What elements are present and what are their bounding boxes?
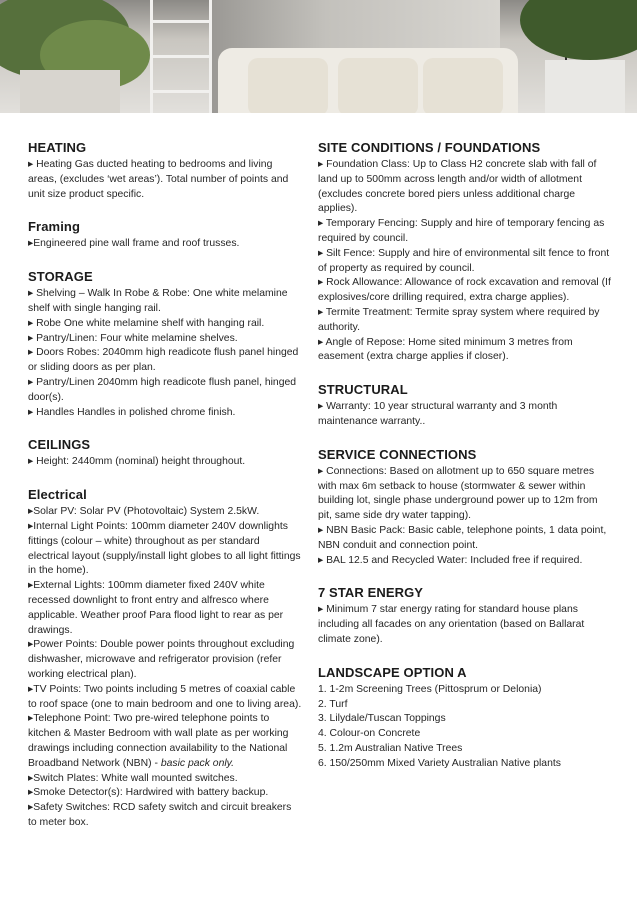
heating-item: ▸ Heating Gas ducted heating to bedrooms and living areas, (excludes ‘wet areas’). Total number of points and unit size product specific. bbox=[28, 159, 289, 200]
hero-shelf bbox=[150, 0, 212, 113]
telephone-italic: basic pack only. bbox=[160, 757, 234, 769]
storage-section bbox=[28, 269, 302, 420]
landscape-item: 3. Lilydale/Tuscan Toppings bbox=[318, 713, 446, 725]
hero-pot-right bbox=[545, 60, 625, 113]
heating-title: HEATING bbox=[28, 140, 87, 155]
site-item: ▸ Termite Treatment: Termite spray system where required by authority. bbox=[318, 306, 600, 333]
telephone-text: ▸Telephone Point: Two pre-wired telephone points to kitchen & Master Bedroom with wall plate as per working drawings including connection availability to the National Broadband Network (NBN) - bbox=[28, 713, 289, 769]
storage-item: ▸ Robe One white melamine shelf with hanging rail. bbox=[28, 317, 265, 329]
framing-title: Framing bbox=[28, 219, 80, 235]
site-conditions-title: SITE CONDITIONS / FOUNDATIONS bbox=[318, 140, 541, 155]
structural-section bbox=[318, 382, 614, 430]
structural-title: STRUCTURAL bbox=[318, 382, 408, 398]
ceilings-title: CEILINGS bbox=[28, 437, 91, 453]
storage-item: ▸ Doors Robes: 2040mm high readicote flush panel hinged or sliding doors as per plan. bbox=[28, 347, 299, 374]
electrical-item: ▸External Lights: 100mm diameter fixed 240V white recessed downlight to front entry and alfresco where applicable. Weather proof Para flood light to rear as per drawings. bbox=[28, 580, 284, 636]
left-column bbox=[28, 140, 302, 848]
landscape-item: 6. 150/250mm Mixed Variety Australian Native plants bbox=[318, 757, 561, 769]
framing-section bbox=[28, 219, 302, 252]
storage-item: ▸ Pantry/Linen: Four white melamine shelves. bbox=[28, 332, 238, 344]
landscape-item: 4. Colour-on Concrete bbox=[318, 728, 421, 740]
landscape-item: 1. 1-2m Screening Trees (Pittosprum or Delonia) bbox=[318, 683, 542, 695]
service-connections-title: SERVICE CONNECTIONS bbox=[318, 446, 477, 462]
site-item: ▸ Silt Fence: Supply and hire of environmental silt fence to front of property as required by council. bbox=[318, 247, 610, 274]
electrical-item: ▸Internal Light Points: 100mm diameter 240V downlights fittings (colour – white) throughout as per standard electrical layout (supply/install light globes to all light fittings in the home). bbox=[28, 520, 301, 577]
electrical-item: ▸Smoke Detector(s): Hardwired with battery backup. bbox=[28, 787, 269, 799]
site-item: ▸ Foundation Class: Up to Class H2 concrete slab with fall of land up to 500mm across length and/or width of allotment (excludes concrete bored piers unless additional charge applies). bbox=[318, 159, 597, 215]
hero-pot-left bbox=[20, 70, 120, 113]
site-item: ▸ Angle of Repose: Home sited minimum 3 metres from easement (extra charge applies if closer). bbox=[318, 336, 573, 363]
energy-item: ▸ Minimum 7 star energy rating for standard house plans including all facades on any orientation (based on Ballarat climate zone). bbox=[318, 604, 585, 645]
landscape-item: 5. 1.2m Australian Native Trees bbox=[318, 742, 463, 754]
energy-section bbox=[318, 585, 614, 647]
electrical-item: ▸Switch Plates: White wall mounted switches. bbox=[28, 772, 238, 784]
framing-item: ▸Engineered pine wall frame and roof trusses. bbox=[28, 238, 240, 250]
service-item: ▸ BAL 12.5 and Recycled Water: Included free if required. bbox=[318, 554, 583, 566]
storage-item: ▸ Pantry/Linen 2040mm high readicote flush panel, hinged door(s). bbox=[28, 376, 297, 403]
site-item: ▸ Temporary Fencing: Supply and hire of temporary fencing as required by council. bbox=[318, 218, 605, 244]
electrical-item-telephone bbox=[28, 712, 302, 771]
storage-item: ▸ Shelving – Walk In Robe & Robe: One white melamine shelf with single hanging rail. bbox=[28, 288, 288, 314]
service-connections-section bbox=[318, 447, 614, 569]
hero-photo bbox=[0, 0, 637, 113]
storage-title: STORAGE bbox=[28, 269, 93, 285]
electrical-title: Electrical bbox=[28, 487, 87, 503]
electrical-section bbox=[28, 487, 302, 831]
structural-item: ▸ Warranty: 10 year structural warranty and 3 month maintenance warranty.. bbox=[318, 401, 558, 427]
hero-sofa bbox=[218, 48, 518, 113]
service-item: ▸ Connections: Based on allotment up to 650 square metres with max 6m setback to house (stormwater & sewer within building lot, single phase underground power up to 12m from pit, same side dry water tapping). bbox=[318, 465, 598, 522]
site-item: ▸ Rock Allowance: Allowance of rock excavation and removal (If explosives/core drilling required, extra charge applies). bbox=[318, 277, 611, 304]
ceilings-item: ▸ Height: 2440mm (nominal) height throughout. bbox=[28, 456, 246, 468]
electrical-item: ▸Solar PV: Solar PV (Photovoltaic) System 2.5kW. bbox=[28, 506, 260, 518]
ceilings-section bbox=[28, 437, 302, 470]
heating-section bbox=[28, 140, 302, 202]
electrical-item: ▸TV Points: Two points including 5 metres of coaxial cable to roof space (one to main bedroom and one to living area). bbox=[28, 683, 302, 710]
service-item: ▸ NBN Basic Pack: Basic cable, telephone points, 1 data point, NBN conduit and connection point. bbox=[318, 524, 607, 551]
site-conditions-section bbox=[318, 140, 614, 365]
energy-title: 7 STAR ENERGY bbox=[318, 585, 424, 601]
landscape-title: LANDSCAPE OPTION A bbox=[318, 664, 467, 680]
storage-item: ▸ Handles Handles in polished chrome finish. bbox=[28, 406, 236, 418]
electrical-item: ▸Safety Switches: RCD safety switch and circuit breakers to meter box. bbox=[28, 802, 292, 828]
electrical-item: ▸Power Points: Double power points throughout excluding dishwasher, microwave and refrigerator provision (refer working electrical plan). bbox=[28, 639, 295, 680]
hero-plant-right bbox=[520, 0, 637, 60]
right-column bbox=[318, 140, 614, 789]
landscape-section bbox=[318, 665, 614, 772]
landscape-item: 2. Turf bbox=[318, 698, 348, 710]
